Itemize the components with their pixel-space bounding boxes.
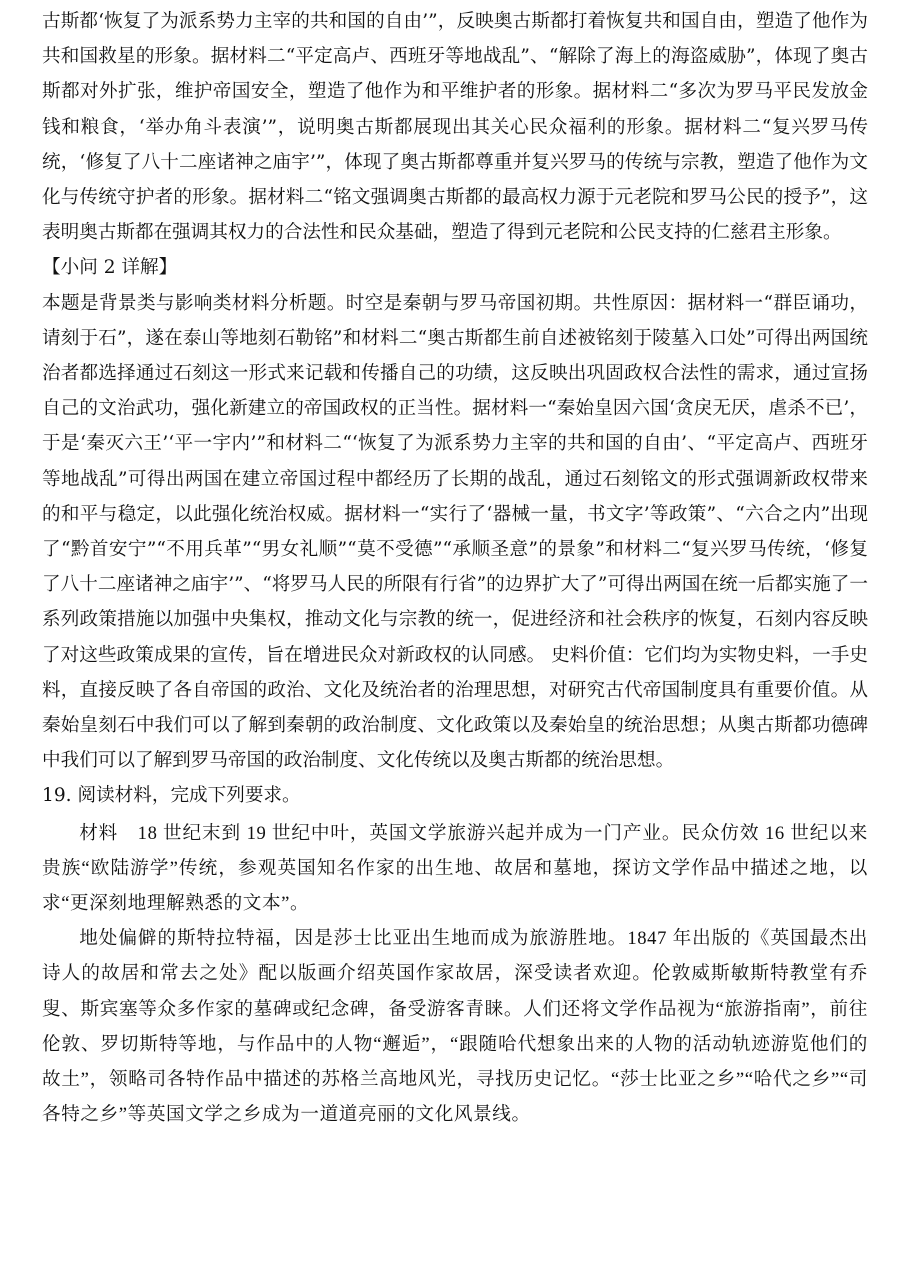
sub-question-2-heading: 【小问 2 详解】 <box>42 257 178 279</box>
question-19-prompt: 19. 阅读材料，完成下列要求。 <box>42 785 301 807</box>
answer-part1-paragraph: 古斯都‘恢复了为派系势力主宰的共和国的自由’”，反映奥古斯都打着恢复共和国自由，塑造了他作为共和国救星的形象。据材料二“平定高卢、西班牙等地战乱”、“解除了海上的海盗威胁”，体现了奥古斯都对外扩张，维护帝国安全，塑造了他作为和平维护者的形象。据材料二“多次为罗马平民发放金钱和粮食，‘举办角斗表演’”，说明奥古斯都展现出其关心民众福利的形象。据材料二“复兴罗马传统，‘修复了八十二座诸神之庙宇’”，体现了奥古斯都尊重并复兴罗马的传统与宗教，塑造了他作为文化与传统守护者的形象。据材料二“铭文强调奥古斯都的最高权力源于元老院和罗马公民的授予”，这表明奥古斯都在强调其权力的合法性和民众基础，塑造了得到元老院和公民支持的仁慈君主形象。 <box>42 11 868 244</box>
material-paragraph-1: 材料 18 世纪末到 19 世纪中叶，英国文学旅游兴起并成为一门产业。民众仿效 16 世纪以来贵族“欧陆游学”传统，参观英国知名作家的出生地、故居和墓地，探访文学作品中描述之地，以求“更深刻地理解熟悉的文本”。 <box>42 822 868 915</box>
document-page <box>42 4 868 1133</box>
material-paragraph-2: 地处偏僻的斯特拉特福，因是莎士比亚出生地而成为旅游胜地。1847 年出版的《英国最杰出诗人的故居和常去之处》配以版画介绍英国作家故居，深受读者欢迎。伦敦威斯敏斯特教堂有乔叟、斯宾塞等众多作家的墓碑或纪念碑，备受游客青睐。人们还将文学作品视为“旅游指南”，前往伦敦、罗切斯特等地，与作品中的人物“邂逅”，“跟随哈代想象出来的人物的活动轨迹游览他们的故土”，领略司各特作品中描述的苏格兰高地风光，寻找历史记忆。“莎士比亚之乡”“哈代之乡”“司各特之乡”等英国文学之乡成为一道道亮丽的文化风景线。 <box>42 928 868 1126</box>
answer-part2-paragraph: 本题是背景类与影响类材料分析题。时空是秦朝与罗马帝国初期。共性原因：据材料一“群臣诵功，请刻于石”，遂在泰山等地刻石勒铭”和材料二“奥古斯都生前自述被铭刻于陵墓入口处”可得出两国统治者都选择通过石刻这一形式来记载和传播自己的功绩，这反映出巩固政权合法性的需求，通过宣扬自己的文治武功，强化新建立的帝国政权的正当性。据材料一“秦始皇因六国‘贪戾无厌，虐杀不已’，于是‘秦灭六王’‘平一宇内’”和材料二“‘恢复了为派系势力主宰的共和国的自由’、“平定高卢、西班牙等地战乱”可得出两国在建立帝国过程中都经历了长期的战乱，通过石刻铭文的形式强调新政权带来的和平与稳定，以此强化统治权威。据材料一“实行了‘器械一量，书文字’等政策”、“六合之内”出现了“黔首安宁”“不用兵革”“男女礼顺”“莫不受德”“承顺圣意”的景象”和材料二“复兴罗马传统，‘修复了八十二座诸神之庙宇’”、“将罗马人民的所限有行省”的边界扩大了”可得出两国在统一后都实施了一系列政策措施以加强中央集权，推动文化与宗教的统一，促进经济和社会秩序的恢复，石刻内容反映了对这些政策成果的宣传，旨在增进民众对新政权的认同感。 史料价值：它们均为实物史料，一手史料，直接反映了各自帝国的政治、文化及统治者的治理思想，对研究古代帝国制度具有重要价值。从秦始皇刻石中我们可以了解到秦朝的政治制度、文化政策以及秦始皇的统治思想；从奥古斯都功德碑中我们可以了解到罗马帝国的政治制度、文化传统以及奥古斯都的统治思想。 <box>42 292 868 772</box>
